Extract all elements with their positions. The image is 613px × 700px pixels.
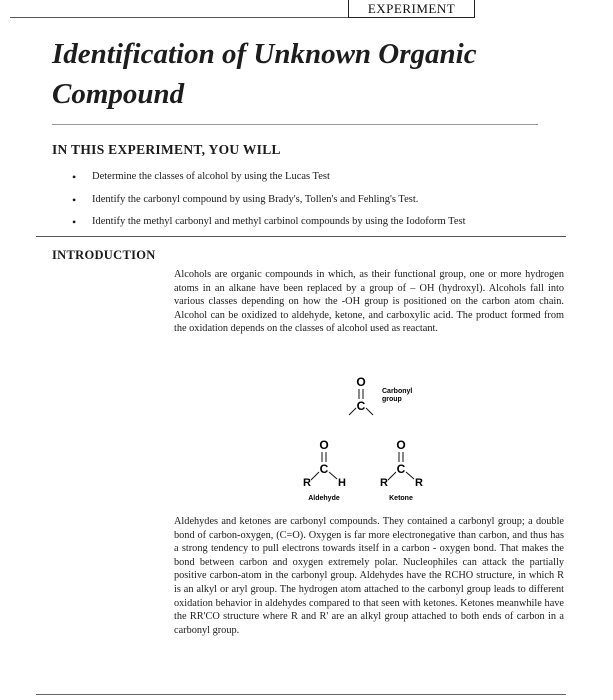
ketone-label: Ketone	[389, 495, 413, 502]
oxygen-atom: O	[396, 438, 406, 452]
r-prime-group: R	[415, 477, 423, 489]
aldehyde-structure	[303, 438, 346, 502]
carbon-atom: C	[396, 462, 406, 476]
list-item	[72, 170, 542, 193]
bullet-icon: •	[72, 215, 77, 229]
section-divider	[36, 236, 566, 237]
title-divider	[52, 124, 538, 125]
objective-text: Determine the classes of alcohol by using the Lucas Test	[92, 171, 330, 182]
objective-text: Identify the methyl carbonyl and methyl carbinol compounds by using the Iodoform Test	[92, 216, 466, 227]
objective-text: Identify the carbonyl compound by using Brady's, Tollen's and Fehling's Test.	[92, 193, 419, 205]
carbonyl-structures-diagram	[300, 372, 460, 507]
footer-rule	[36, 694, 566, 695]
hydrogen-atom: H	[338, 477, 346, 489]
bullet-icon: •	[72, 192, 77, 207]
aldehyde-label: Aldehyde	[308, 495, 340, 502]
intro-paragraph-alcohols: Alcohols are organic compounds in which, as their functional group, one or more hydrogen atoms in an alkane have been replaced by a group of – OH (hydroxyl). Alcohols fall into various classes depending on how the -OH group is positioned on the carbon atom chain. Alcohol can be oxidized to aldehyde, ketone, and carboxylic acid. The product formed from the oxidation depends on the classes of alcohol used as reactant.	[174, 269, 564, 335]
experiment-badge: EXPERIMENT	[348, 0, 475, 18]
objectives-list	[72, 170, 542, 238]
list-item	[72, 215, 542, 238]
header-rule	[10, 17, 348, 18]
oxygen-atom: O	[319, 438, 329, 452]
objectives-heading: IN THIS EXPERIMENT, YOU WILL	[52, 142, 281, 157]
list-item	[72, 193, 542, 216]
page-title: Identification of Unknown Organic Compound	[52, 38, 477, 110]
carbonyl-group-structure	[349, 375, 412, 415]
oxygen-atom: O	[356, 375, 366, 389]
introduction-heading: INTRODUCTION	[52, 248, 156, 262]
r-group: R	[303, 477, 311, 489]
bullet-icon: •	[72, 170, 77, 184]
intro-paragraph-carbonyls: Aldehydes and ketones are carbonyl compounds. They contained a carbonyl group; a double bond of carbon-oxygen, (C=O). Oxygen is far more electronegative than carbon, and thus has a strong tendency to pull electrons towards itself in a carbon - oxygen bond. That makes the bond between carbon and oxygen extremely polar. Nucleophiles can attack the partially positive carbon-atom in the carbonyl group. Aldehydes have the RCHO structure, in which R is an alkyl or aryl group. The hydrogen atom attached to the carbonyl group leads to different oxidation behavior in aldehydes compared to that seen with ketones. Ketones meanwhile have the RR'CO structure where R and R' are an alkyl group attached to both ends of carbon in a carbonyl group.	[174, 516, 564, 636]
carbonyl-group-label: Carbonyl	[382, 388, 413, 395]
r-group: R	[380, 477, 388, 489]
carbonyl-group-label: group	[382, 396, 402, 403]
carbon-atom: C	[319, 462, 329, 476]
ketone-structure	[380, 438, 423, 502]
carbon-atom: C	[356, 399, 366, 413]
